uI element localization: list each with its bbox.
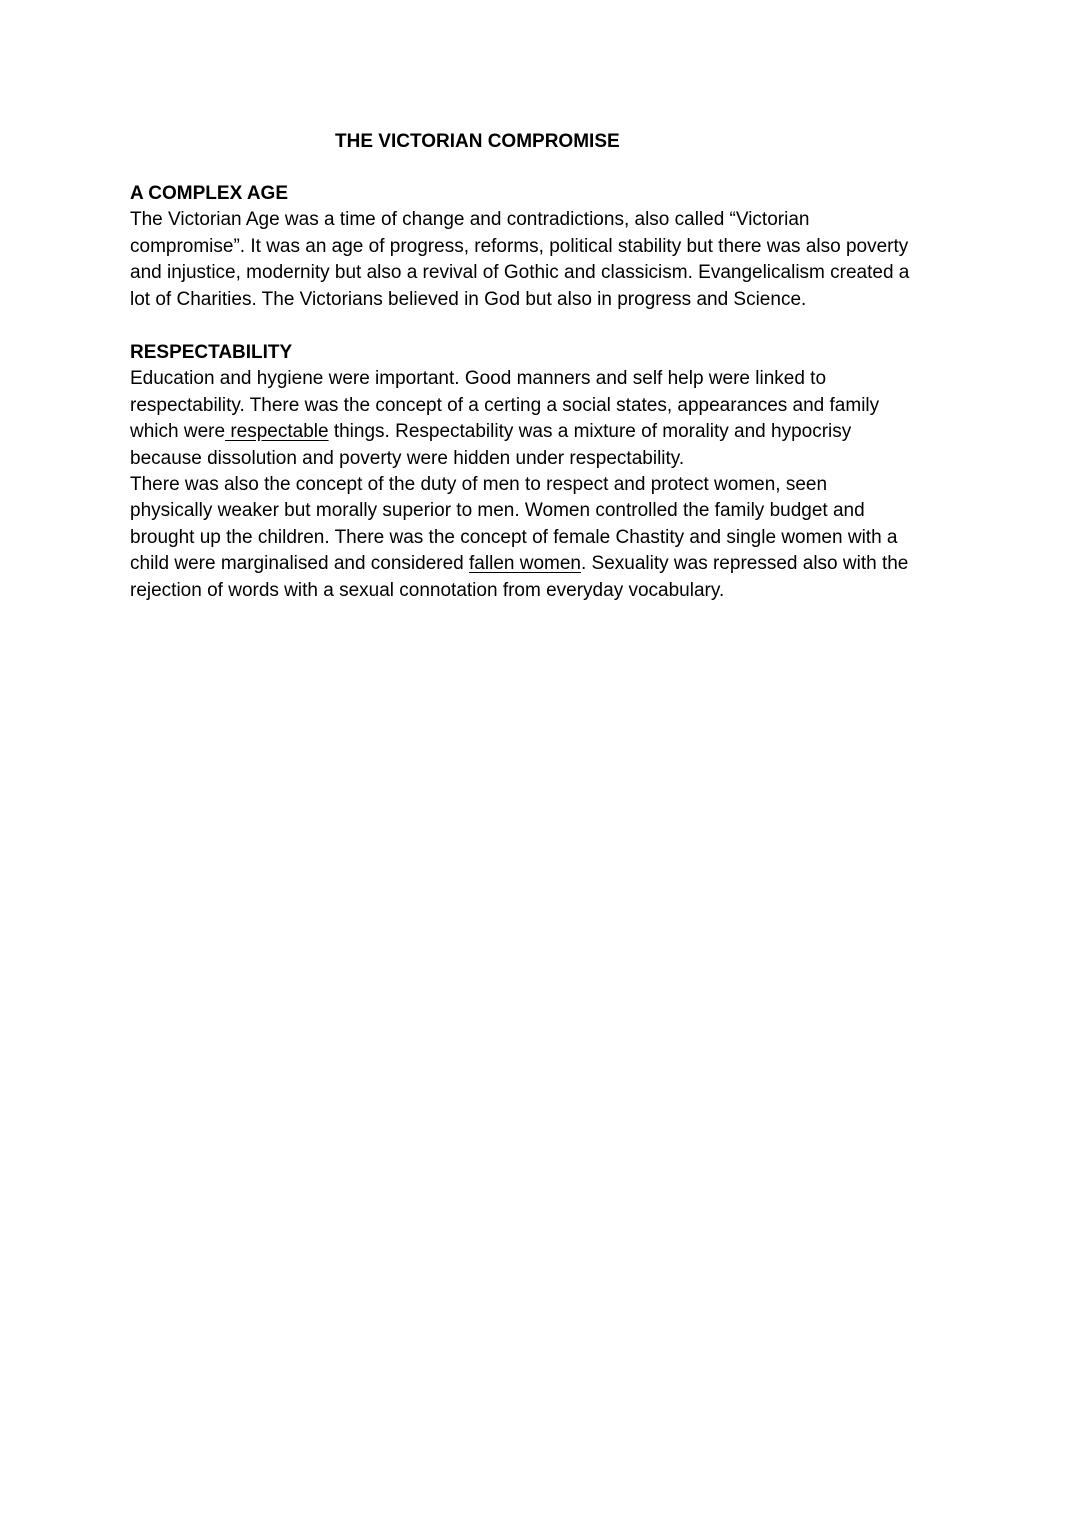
text-line: compromise”. It was an age of progress, reforms, political stability but there was also poverty <box>130 235 909 257</box>
text-fragment: things. Respectability was a mixture of morality and hypocrisy <box>328 421 852 443</box>
underlined-term: respectable <box>225 421 329 443</box>
section-heading: A COMPLEX AGE <box>130 183 288 204</box>
text-line: lot of Charities. The Victorians believed in God but also in progress and Science. <box>130 288 807 310</box>
page-title: THE VICTORIAN COMPROMISE <box>335 131 620 152</box>
text-line: rejection of words with a sexual connotation from everyday vocabulary. <box>130 579 725 601</box>
section-complex-age <box>130 181 970 313</box>
section-heading: RESPECTABILITY <box>130 342 293 363</box>
section-paragraph <box>130 207 970 313</box>
text-fragment: . Sexuality was repressed also with the <box>580 553 909 575</box>
text-line: brought up the children. There was the concept of female Chastity and single women with a <box>130 526 898 548</box>
text-fragment: child were marginalised and considered <box>130 553 470 575</box>
text-line: The Victorian Age was a time of change and contradictions, also called “Victorian <box>130 209 810 231</box>
text-line: respectability. There was the concept of a certing a social states, appearances and family <box>130 394 880 416</box>
text-line: There was also the concept of the duty of men to respect and protect women, seen <box>130 474 828 496</box>
underlined-term: fallen women <box>469 553 581 575</box>
text-fragment: which were <box>130 421 226 443</box>
text-line: physically weaker but morally superior to men. Women controlled the family budget and <box>130 500 865 522</box>
text-line <box>130 419 970 445</box>
text-line <box>130 551 970 577</box>
section-respectability <box>130 340 970 604</box>
text-line: Education and hygiene were important. Good manners and self help were linked to <box>130 368 827 390</box>
text-line: because dissolution and poverty were hidden under respectability. <box>130 447 685 469</box>
section-paragraph <box>130 366 970 604</box>
text-line: and injustice, modernity but also a revival of Gothic and classicism. Evangelicalism created a <box>130 262 910 284</box>
